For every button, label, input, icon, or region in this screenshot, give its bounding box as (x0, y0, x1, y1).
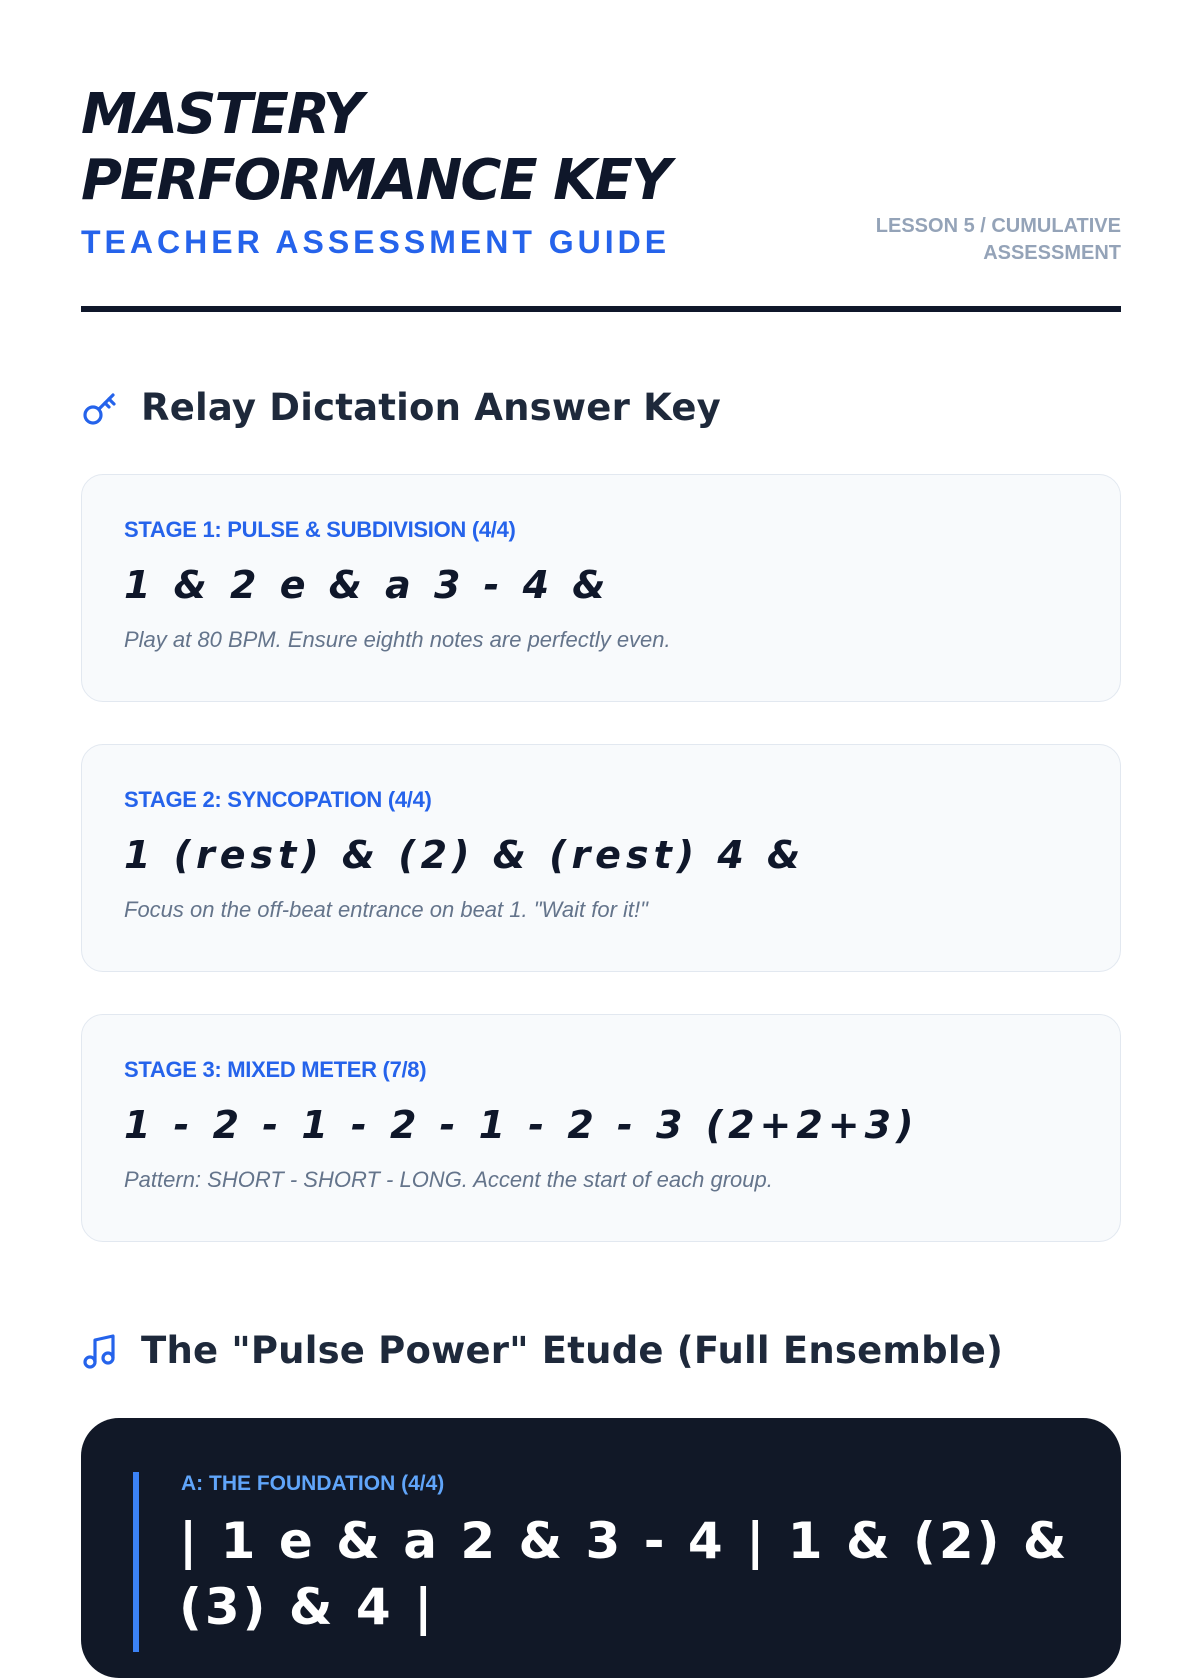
page-subtitle: TEACHER ASSESSMENT GUIDE (81, 224, 671, 260)
etude-panel (81, 1418, 1121, 1678)
header-divider (81, 306, 1121, 312)
stage-note: Play at 80 BPM. Ensure eighth notes are perfectly even. (124, 627, 671, 652)
stage-card (81, 744, 1121, 972)
stage-rhythm: 1 - 2 - 1 - 2 - 1 - 2 - 3 (2+2+3) (124, 1103, 919, 1147)
page-header (81, 82, 1121, 312)
stage-label: STAGE 2: SYNCOPATION (4/4) (124, 787, 432, 812)
lesson-tag (841, 213, 1121, 267)
stage-rhythm: 1 (rest) & (2) & (rest) 4 & (124, 833, 806, 877)
stage-rhythm: 1 & 2 e & a 3 - 4 & (124, 563, 611, 607)
etude-part-label: A: THE FOUNDATION (4/4) (181, 1472, 445, 1495)
etude-accent-bar (133, 1472, 139, 1652)
stage-note: Pattern: SHORT - SHORT - LONG. Accent the start of each group. (124, 1167, 773, 1192)
stage-note: Focus on the off-beat entrance on beat 1. "Wait for it!" (124, 897, 648, 922)
etude-part-rhythm: | 1 e & a 2 & 3 - 4 | 1 & (2) & (3) & 4 | (179, 1512, 1070, 1636)
relay-section-title: Relay Dictation Answer Key (141, 386, 721, 429)
lesson-tag-line-1: LESSON 5 / CUMULATIVE (875, 215, 1121, 237)
stage-card (81, 474, 1121, 702)
music-note-icon (81, 1332, 119, 1370)
lesson-tag-line-2: ASSESSMENT (983, 242, 1121, 264)
relay-section-heading (81, 386, 721, 429)
etude-section-title: The "Pulse Power" Etude (Full Ensemble) (141, 1329, 1004, 1372)
stage-card (81, 1014, 1121, 1242)
etude-section-heading (81, 1329, 1003, 1372)
key-icon (81, 389, 119, 427)
page-title (81, 82, 841, 214)
title-line-2: PERFORMANCE KEY (81, 148, 670, 213)
stage-label: STAGE 3: MIXED METER (7/8) (124, 1057, 427, 1082)
title-line-1: MASTERY (81, 82, 362, 147)
stage-label: STAGE 1: PULSE & SUBDIVISION (4/4) (124, 517, 516, 542)
